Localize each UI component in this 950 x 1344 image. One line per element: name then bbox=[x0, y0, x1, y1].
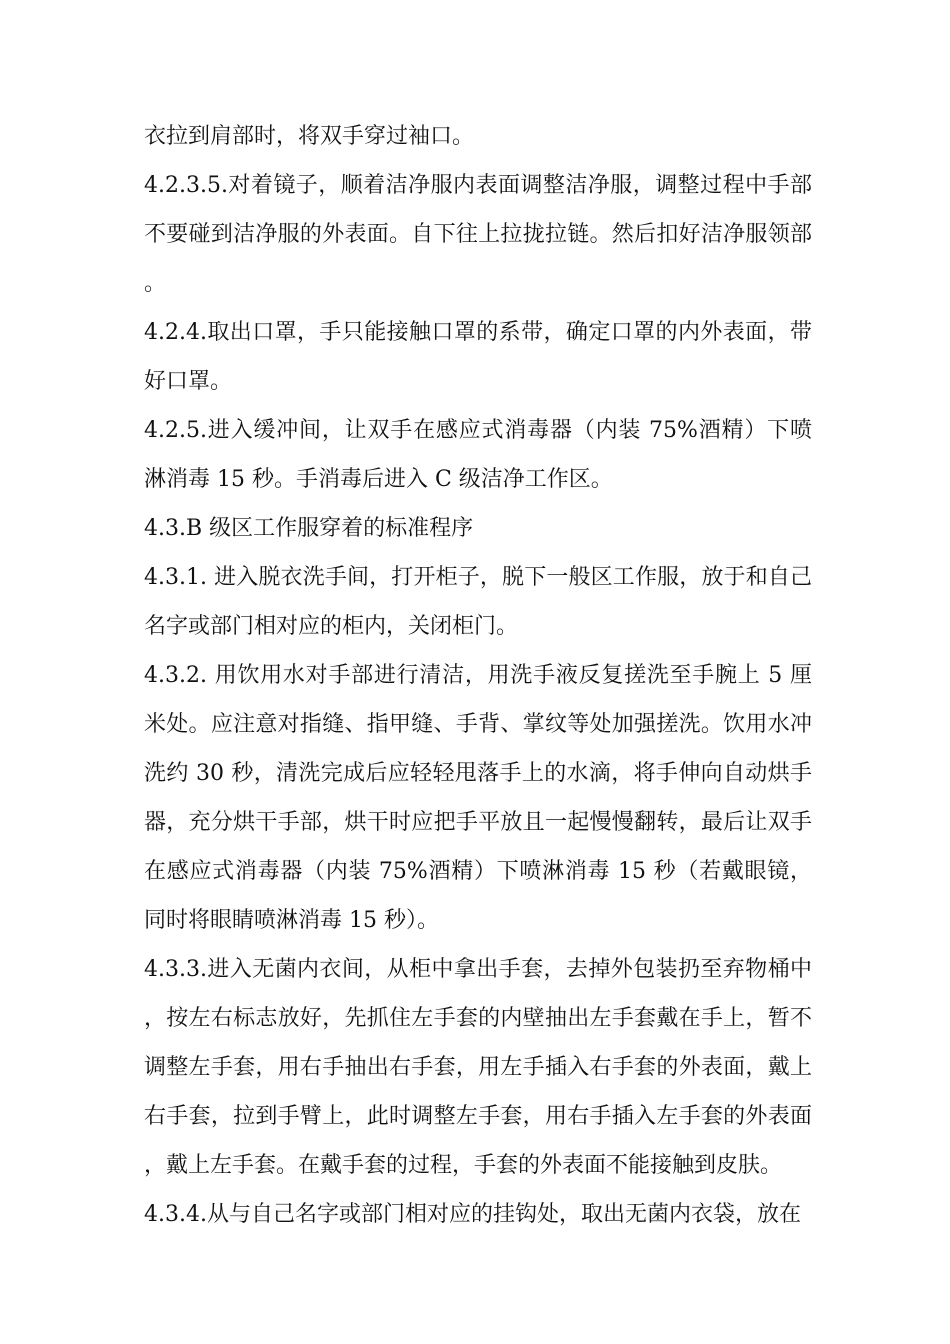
paragraph-continuation: 衣拉到肩部时，将双手穿过袖口。 bbox=[144, 124, 475, 149]
paragraph-4-3-3: 4.3.3.进入无菌内衣间，从柜中拿出手套，去掉外包装扔至弃物桶中，按左右标志放好，先抓住左手套的内壁抽出左手套戴在手上，暂不调整左手套，用右手抽出右手套，用左手插入右手套的外表面，戴上右手套，拉到手臂上，此时调整左手套，用右手插入左手套的外表面，戴上左手套。在戴手套的过程，手套的外表面不能接触到皮肤。 bbox=[144, 957, 812, 1178]
paragraph-4-3-4: 4.3.4.从与自己名字或部门相对应的挂钩处，取出无菌内衣袋，放在 bbox=[144, 1202, 801, 1227]
paragraph-4-2-3-5: 4.2.3.5.对着镜子，顺着洁净服内表面调整洁净服，调整过程中手部不要碰到洁净服的外表面。自下往上拉拢拉链。然后扣好洁净服领部。 bbox=[144, 173, 812, 296]
paragraph-4-3-1: 4.3.1. 进入脱衣洗手间，打开柜子，脱下一般区工作服，放于和自己名字或部门相对应的柜内，关闭柜门。 bbox=[144, 565, 812, 639]
document-body bbox=[144, 112, 812, 1239]
section-heading-4-3: 4.3.B 级区工作服穿着的标准程序 bbox=[144, 516, 474, 541]
paragraph-4-2-4: 4.2.4.取出口罩，手只能接触口罩的系带，确定口罩的内外表面，带好口罩。 bbox=[144, 320, 812, 394]
paragraph-4-3-2: 4.3.2. 用饮用水对手部进行清洁，用洗手液反复搓洗至手腕上 5 厘米处。应注意对指缝、指甲缝、手背、掌纹等处加强搓洗。饮用水冲洗约 30 秒，清洗完成后应轻轻甩落手上的水滴，将手伸向自动烘手器，充分烘干手部，烘干时应把手平放且一起慢慢翻转，最后让双手在感应式消毒器（内装 75%酒精）下喷淋消毒 15 秒（若戴眼镜，同时将眼睛喷淋消毒 15 秒）。 bbox=[144, 663, 812, 933]
paragraph-4-2-5: 4.2.5.进入缓冲间，让双手在感应式消毒器（内装 75%酒精）下喷淋消毒 15 秒。手消毒后进入 C 级洁净工作区。 bbox=[144, 418, 812, 492]
